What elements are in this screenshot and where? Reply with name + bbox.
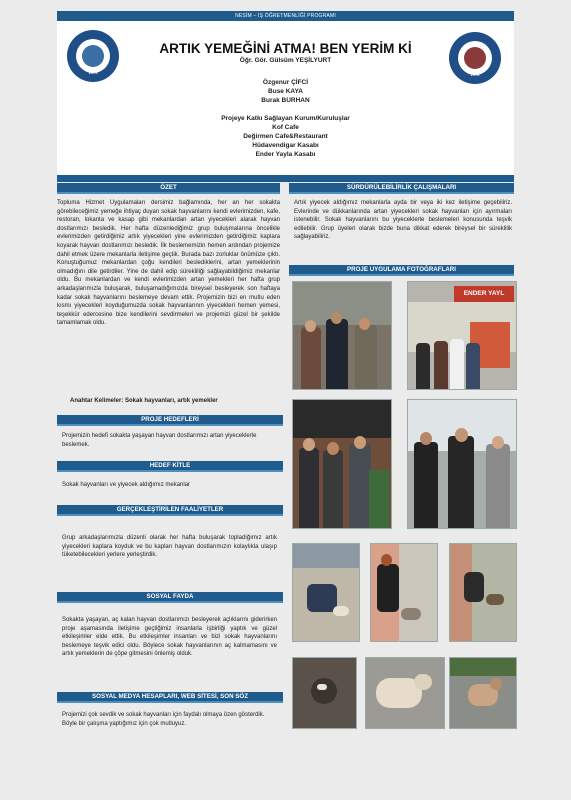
section-header-kitle: HEDEF KİTLE	[57, 461, 283, 472]
fayda-text: Sokakta yaşayan, aç kalan hayvan dostlarımızı besleyerek açlıklarını giderirken proje aşamasında iletişime geçtiğimiz insanlarla işbirliği yaptık ve güzel etkileşimler elde ettik. Bu etkileşimler insanları ve bizi sokak hayvanlarını beslemeye teşvik edici oldu. Böylece sokak hayvanlarının aç kalmamasını ve artık yemeklerin de çöpe gitmesini önlemiş olduk.	[62, 617, 277, 658]
section-header-fayda: SOSYAL FAYDA	[57, 592, 283, 603]
photo-restaurant-group	[407, 399, 517, 529]
photo-dog-resting	[365, 657, 445, 729]
surdurulebilirlik-text: Artık yiyecek aldığımız mekanlarla ayda bir veya iki kez iletişime geçebiliriz. Evlerinde ve dükkanlarında artan yiyecekleri sokak hayvanları için ayırmaları istenebilir. Sokak hayvanlarını bu yiyeceklerle beslemeleri konusunda teşvik edilebilir. Grup üyeleri olarak bizde buna dikkat ederek bireysel bir süreklilik sağlayabiliriz.	[294, 200, 512, 241]
poster-title: ARTIK YEMEĞİNİ ATMA! BEN YERİM Kİ	[159, 41, 412, 56]
photo-feeding-cat-3	[449, 543, 517, 642]
sosyal-medya-text: Projemizi çok sevdik ve sokak hayvanları için faydalı olmaya özen gösterdik. Böyle bir çalışma yaptığımız için çok mutluyuz.	[62, 712, 265, 727]
section-header-ozet: ÖZET	[57, 183, 280, 194]
photo-group-street	[292, 281, 392, 390]
header-strip	[57, 175, 514, 182]
photo-feeding-cat-2	[370, 543, 438, 642]
university-logo-left: 1975	[67, 30, 119, 82]
keywords: Anahtar Kelimeler: Sokak hayvanları, artık yemekler	[70, 398, 218, 404]
author: Burak BURHAN	[261, 97, 310, 104]
kitle-text: Sokak hayvanları ve yiyecek aldığımız mekanlar	[62, 482, 191, 488]
sponsor: Değirmen Cafe&Restaurant	[243, 133, 328, 140]
section-header-faaliyet: GERÇEKLEŞTİRİLEN FAALİYETLER	[57, 505, 283, 516]
sponsors-title: Projeye Katkı Sağlayan Kurum/Kuruluşlar	[221, 115, 350, 122]
photo-cat-eating	[292, 657, 357, 729]
sponsor-list	[57, 114, 514, 159]
section-header-surdurulebilirlik: SÜRDÜRÜLEBİLİRLİK ÇALIŞMALARI	[289, 183, 514, 194]
program-banner: NESİM – İŞ ÖĞRETMENLİĞİ PROGRAMI	[57, 11, 514, 21]
faaliyet-text: Grup arkadaşlarımızla düzenli olarak her hafta buluşarak topladığımız artık yiyecekleri kaplara koyduk ve bu kapları hayvan dostlarımızın kolaylıkla ulaşıp tüketebilecekleri yerlere yerleştirdik.	[62, 535, 277, 559]
section-header-sosyal-medya: SOSYAL MEDYA HESAPLARI, WEB SİTESİ, SON SÖZ	[57, 692, 283, 703]
photo-cat-street	[449, 657, 517, 729]
sponsor: Hüdavendigar Kasabı	[252, 142, 319, 149]
author: Özgenur ÇİFCİ	[262, 79, 309, 86]
hedef-text: Projemizin hedefi sokakta yaşayan hayvan dostlarımızı artan yiyeceklerle beslemek.	[62, 433, 257, 448]
photo-feeding-cat-1	[292, 543, 360, 642]
photo-cafe-group	[292, 399, 392, 529]
sponsor: Ender Yayla Kasabı	[255, 151, 316, 158]
section-header-fotograflar: PROJE UYGULAMA FOTOĞRAFLARI	[289, 265, 514, 276]
section-header-hedef: PROJE HEDEFLERİ	[57, 415, 283, 426]
shop-sign: ENDER YAYL	[454, 286, 514, 302]
advisor-name: Öğr. Gör. Gülsüm YEŞİLYURT	[239, 57, 332, 64]
sponsor: Kof Cafe	[272, 124, 299, 131]
photo-butcher-shop	[407, 281, 517, 390]
ozet-text: Topluma Hizmet Uygulamaları dersimiz bağlamında, her an her sokakta görebileceğimiz yemeğe ihtiyaç duyan sokak hayvanlarını kendi evlerimizden, kafe, restoran, lokanta ve kasap gibi mekanlardan artan yiyecekleri alarak hayvan dostlarımızı besledik. Her hafta düzenlediğimiz grup buluşmalarına öncelikle evlerimizden getirdiğimiz artık yiyecekleri yine evlerimizden getirdiğimiz kaplara koyarak hayvan dostlarımızı besledik. İlk beslememizin hemen ardından projemize dahil etmek üzere mekanlarla iletişime geçtik. Burada bazı zorluklar önümüze çıktı. Konuştuğumuz mekanlardan çoğu kendileri beslediklerini, artan yemeklerinin olmadığını dile getirdiler. Yine de dahil edip sürekliliği sağlayabildiğimiz mekanlar oldu. Bu mekanlardan ve kendi evlerimizden artan yemekleri her hafta grup arkadaşlarımızla buluşarak, buluşamadığımızda bireysel besleyerek son haftaya kadar sokak hayvanlarını beslemeye devam ettik. Projemizin bizi en mutlu eden kısmı yiyecekleri koyduğumuzda sokak hayvanlarının yiyecekleri hemen yemesi, teşekkür edercesine bize kendilerini sevdirmeleri ve projemizi güzel bir şekilde tamamlamak oldu.	[57, 200, 280, 327]
author: Buse KAYA	[268, 88, 303, 95]
faculty-logo-right: 1975	[449, 32, 501, 84]
author-list	[57, 78, 514, 105]
